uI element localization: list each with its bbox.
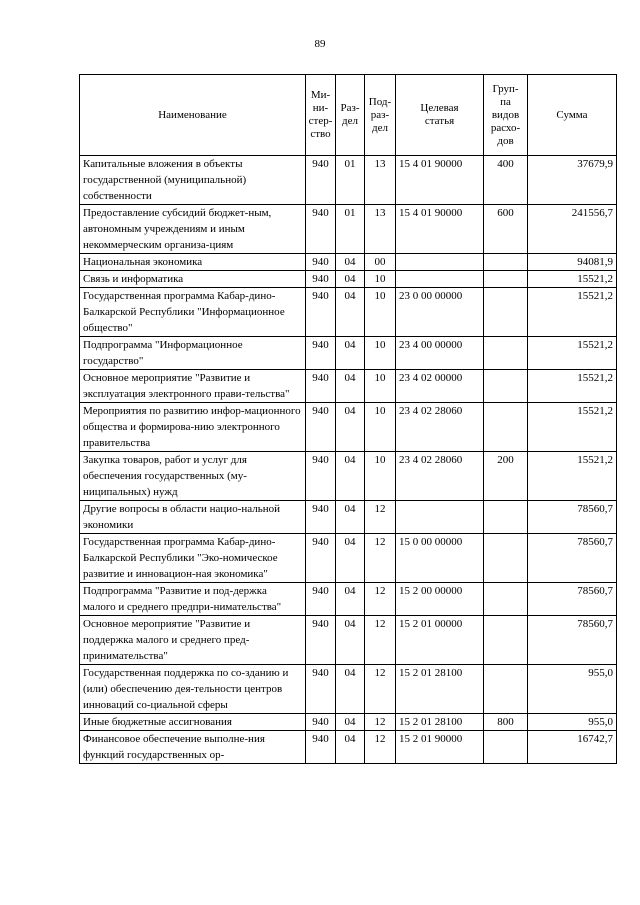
cell-target <box>396 254 484 271</box>
cell-target: 15 2 01 28100 <box>396 714 484 731</box>
cell-target: 23 4 02 28060 <box>396 452 484 501</box>
table-row <box>80 665 617 714</box>
cell-expense-group: 200 <box>484 452 528 501</box>
table-row <box>80 254 617 271</box>
cell-expense-group <box>484 534 528 583</box>
cell-section: 04 <box>336 583 365 616</box>
header-section: Раз- дел <box>336 75 365 156</box>
cell-name: Мероприятия по развитию инфор-мационного общества и формирова-нию электронного правительства <box>80 403 306 452</box>
cell-subsection: 13 <box>365 156 396 205</box>
cell-target: 23 0 00 00000 <box>396 288 484 337</box>
table-row <box>80 370 617 403</box>
cell-expense-group: 800 <box>484 714 528 731</box>
cell-name: Капитальные вложения в объекты государственной (муниципальной) собственности <box>80 156 306 205</box>
cell-name: Основное мероприятие "Развитие и поддержка малого и среднего пред-принимательства" <box>80 616 306 665</box>
cell-expense-group <box>484 370 528 403</box>
cell-target: 23 4 02 00000 <box>396 370 484 403</box>
cell-name: Другие вопросы в области нацио-нальной экономики <box>80 501 306 534</box>
cell-expense-group: 400 <box>484 156 528 205</box>
table-row <box>80 534 617 583</box>
cell-ministry: 940 <box>306 665 336 714</box>
cell-sum: 78560,7 <box>528 583 617 616</box>
cell-subsection: 10 <box>365 370 396 403</box>
cell-ministry: 940 <box>306 271 336 288</box>
cell-ministry: 940 <box>306 731 336 764</box>
cell-ministry: 940 <box>306 370 336 403</box>
cell-target: 23 4 02 28060 <box>396 403 484 452</box>
header-subsection: Под- раз- дел <box>365 75 396 156</box>
cell-subsection: 10 <box>365 288 396 337</box>
cell-section: 04 <box>336 370 365 403</box>
cell-ministry: 940 <box>306 403 336 452</box>
cell-target: 23 4 00 00000 <box>396 337 484 370</box>
cell-sum: 78560,7 <box>528 501 617 534</box>
cell-section: 04 <box>336 271 365 288</box>
cell-ministry: 940 <box>306 534 336 583</box>
cell-subsection: 12 <box>365 616 396 665</box>
cell-ministry: 940 <box>306 288 336 337</box>
table-row <box>80 452 617 501</box>
cell-name: Подпрограмма "Развитие и под-держка малого и среднего предпри-нимательства" <box>80 583 306 616</box>
table-row <box>80 731 617 764</box>
table-row <box>80 616 617 665</box>
cell-section: 01 <box>336 205 365 254</box>
cell-name: Государственная поддержка по со-зданию и (или) обеспечению дея-тельности центров инноваций со-циальной сферы <box>80 665 306 714</box>
cell-expense-group <box>484 501 528 534</box>
table-row <box>80 501 617 534</box>
cell-section: 04 <box>336 731 365 764</box>
cell-expense-group <box>484 665 528 714</box>
cell-target: 15 2 01 28100 <box>396 665 484 714</box>
table-body <box>80 156 617 764</box>
cell-target: 15 0 00 00000 <box>396 534 484 583</box>
cell-name: Связь и информатика <box>80 271 306 288</box>
cell-expense-group <box>484 403 528 452</box>
cell-sum: 94081,9 <box>528 254 617 271</box>
table-row <box>80 156 617 205</box>
cell-ministry: 940 <box>306 156 336 205</box>
cell-subsection: 10 <box>365 452 396 501</box>
cell-name: Подпрограмма "Информационное государство" <box>80 337 306 370</box>
cell-ministry: 940 <box>306 452 336 501</box>
cell-sum: 15521,2 <box>528 370 617 403</box>
cell-section: 04 <box>336 254 365 271</box>
cell-ministry: 940 <box>306 583 336 616</box>
table-row <box>80 337 617 370</box>
cell-sum: 78560,7 <box>528 534 617 583</box>
header-row <box>80 75 617 156</box>
cell-name: Иные бюджетные ассигнования <box>80 714 306 731</box>
cell-subsection: 12 <box>365 665 396 714</box>
cell-subsection: 10 <box>365 337 396 370</box>
table-row <box>80 714 617 731</box>
cell-target: 15 4 01 90000 <box>396 156 484 205</box>
cell-section: 04 <box>336 616 365 665</box>
cell-ministry: 940 <box>306 501 336 534</box>
cell-sum: 78560,7 <box>528 616 617 665</box>
table-row <box>80 583 617 616</box>
table-row <box>80 271 617 288</box>
cell-name: Предоставление субсидий бюджет-ным, автономным учреждениям и иным некоммерческим организа-циям <box>80 205 306 254</box>
cell-sum: 15521,2 <box>528 452 617 501</box>
cell-sum: 241556,7 <box>528 205 617 254</box>
cell-expense-group <box>484 271 528 288</box>
cell-ministry: 940 <box>306 337 336 370</box>
cell-expense-group <box>484 337 528 370</box>
cell-section: 04 <box>336 665 365 714</box>
cell-subsection: 00 <box>365 254 396 271</box>
budget-table <box>79 74 617 764</box>
cell-target: 15 4 01 90000 <box>396 205 484 254</box>
cell-name: Государственная программа Кабар-дино-Балкарской Республики "Эко-номическое развитие и инновацион-ная экономика" <box>80 534 306 583</box>
cell-subsection: 12 <box>365 583 396 616</box>
cell-expense-group <box>484 288 528 337</box>
header-ministry: Ми- ни- стер- ство <box>306 75 336 156</box>
cell-sum: 16742,7 <box>528 731 617 764</box>
header-expense-group: Груп- па видов расхо- дов <box>484 75 528 156</box>
cell-target: 15 2 00 00000 <box>396 583 484 616</box>
cell-section: 04 <box>336 501 365 534</box>
cell-section: 04 <box>336 452 365 501</box>
cell-target: 15 2 01 90000 <box>396 731 484 764</box>
cell-section: 04 <box>336 288 365 337</box>
cell-sum: 955,0 <box>528 665 617 714</box>
cell-subsection: 12 <box>365 534 396 583</box>
cell-target: 15 2 01 00000 <box>396 616 484 665</box>
cell-subsection: 12 <box>365 501 396 534</box>
cell-expense-group <box>484 583 528 616</box>
cell-ministry: 940 <box>306 616 336 665</box>
cell-ministry: 940 <box>306 714 336 731</box>
cell-section: 04 <box>336 534 365 583</box>
cell-subsection: 10 <box>365 403 396 452</box>
cell-sum: 15521,2 <box>528 271 617 288</box>
header-target: Целевая статья <box>396 75 484 156</box>
cell-name: Государственная программа Кабар-дино-Балкарской Республики "Информационное общество" <box>80 288 306 337</box>
cell-ministry: 940 <box>306 254 336 271</box>
cell-name: Закупка товаров, работ и услуг для обеспечения государственных (му-ниципальных) нужд <box>80 452 306 501</box>
cell-sum: 15521,2 <box>528 288 617 337</box>
header-name: Наименование <box>80 75 306 156</box>
page-number: 89 <box>314 38 326 50</box>
cell-name: Национальная экономика <box>80 254 306 271</box>
cell-name: Основное мероприятие "Развитие и эксплуатация электронного прави-тельства" <box>80 370 306 403</box>
cell-subsection: 12 <box>365 731 396 764</box>
cell-subsection: 12 <box>365 714 396 731</box>
cell-target <box>396 271 484 288</box>
cell-expense-group <box>484 616 528 665</box>
cell-expense-group <box>484 731 528 764</box>
cell-section: 04 <box>336 714 365 731</box>
cell-sum: 15521,2 <box>528 403 617 452</box>
cell-ministry: 940 <box>306 205 336 254</box>
cell-section: 04 <box>336 403 365 452</box>
header-sum: Сумма <box>528 75 617 156</box>
cell-section: 04 <box>336 337 365 370</box>
cell-expense-group: 600 <box>484 205 528 254</box>
table-row <box>80 403 617 452</box>
cell-target <box>396 501 484 534</box>
cell-section: 01 <box>336 156 365 205</box>
cell-expense-group <box>484 254 528 271</box>
cell-sum: 37679,9 <box>528 156 617 205</box>
cell-subsection: 10 <box>365 271 396 288</box>
cell-name: Финансовое обеспечение выполне-ния функций государственных ор- <box>80 731 306 764</box>
cell-subsection: 13 <box>365 205 396 254</box>
table-row <box>80 205 617 254</box>
table-row <box>80 288 617 337</box>
cell-sum: 955,0 <box>528 714 617 731</box>
cell-sum: 15521,2 <box>528 337 617 370</box>
